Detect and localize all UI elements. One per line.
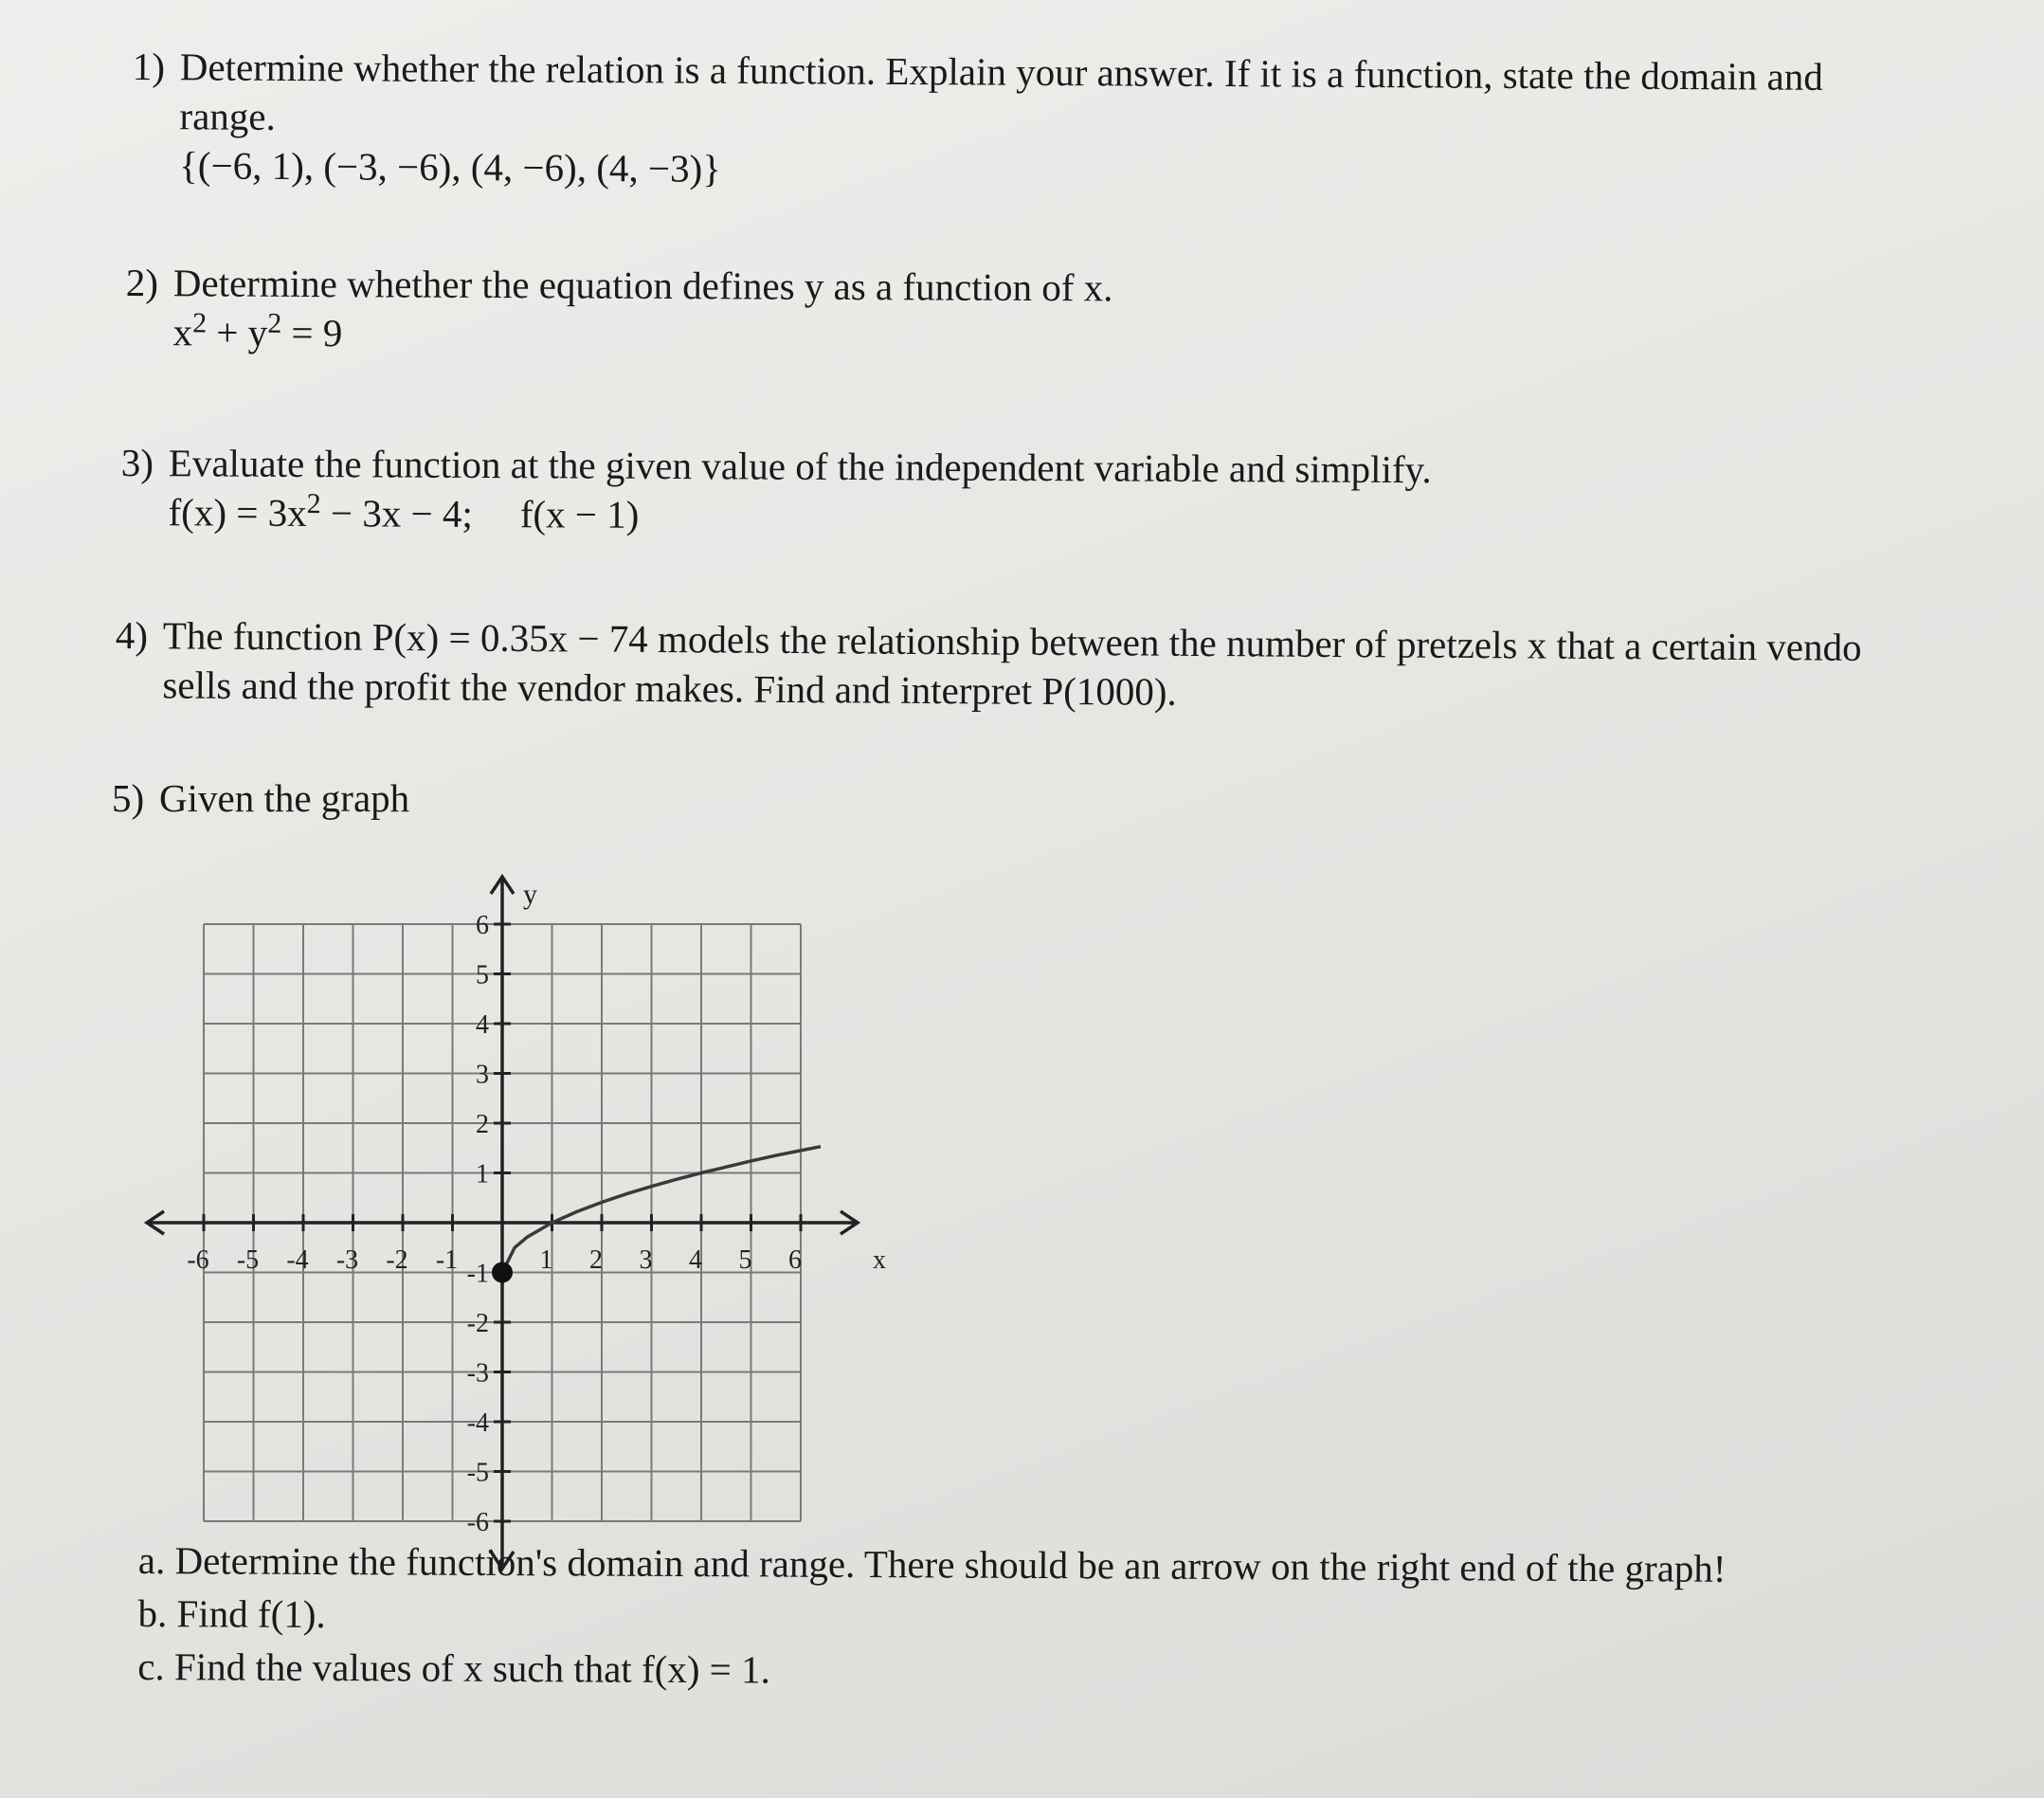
x-tick-label: 5 bbox=[738, 1245, 752, 1275]
question-3-equation bbox=[120, 487, 1431, 543]
eq-term: f(x) = 3x bbox=[168, 490, 307, 536]
question-1-text-cont: range. bbox=[179, 94, 276, 138]
question-5-part-c: c. Find the values of x such that f(x) = 1. bbox=[137, 1644, 770, 1692]
question-3-number: 3) bbox=[120, 440, 154, 485]
question-5-part-b: b. Find f(1). bbox=[137, 1590, 326, 1637]
closed-endpoint bbox=[492, 1262, 513, 1283]
x-tick-label: 6 bbox=[788, 1245, 802, 1275]
y-axis-label: y bbox=[523, 879, 537, 910]
tick-labels bbox=[187, 879, 886, 1537]
question-1-text: Determine whether the relation is a function. Explain your answer. If it is a function, state the domain and bbox=[179, 45, 1823, 99]
x-tick-label: 1 bbox=[539, 1245, 553, 1275]
question-1-number: 1) bbox=[132, 44, 166, 89]
question-3-text: Evaluate the function at the given value of the independent variable and simplify. bbox=[168, 441, 1432, 492]
question-5-parts bbox=[137, 1534, 1727, 1701]
y-tick-label: 3 bbox=[476, 1060, 489, 1090]
eq-exponent: 2 bbox=[192, 307, 208, 339]
x-axis-label: x bbox=[873, 1245, 886, 1275]
x-tick-label: 4 bbox=[689, 1245, 702, 1275]
x-tick-label: 2 bbox=[589, 1245, 603, 1275]
question-2-text: Determine whether the equation defines y as a function of x. bbox=[172, 261, 1113, 310]
eq-term: x bbox=[172, 310, 193, 354]
question-3 bbox=[120, 438, 1431, 543]
x-tick-label: -5 bbox=[236, 1245, 260, 1275]
y-tick-label: -2 bbox=[466, 1309, 489, 1338]
y-tick-label: 6 bbox=[476, 911, 489, 940]
y-tick-label: -5 bbox=[466, 1458, 489, 1488]
x-tick-label: -4 bbox=[286, 1245, 309, 1275]
x-tick-label: -6 bbox=[187, 1245, 209, 1275]
question-1-relation-set: {(−6, 1), (−3, −6), (4, −6), (4, −3)} bbox=[179, 143, 722, 191]
question-4-text: The function P(x) = 0.35x − 74 models the relationship between the number of pretzels x that a certain vendo bbox=[162, 613, 1862, 669]
question-2-number: 2) bbox=[125, 260, 159, 305]
y-tick-label: -4 bbox=[466, 1408, 489, 1438]
y-tick-label: -1 bbox=[466, 1259, 489, 1289]
x-tick-label: -2 bbox=[386, 1245, 408, 1275]
question-4 bbox=[115, 610, 1861, 721]
eq-term: + y bbox=[206, 310, 268, 354]
eq-term: = 9 bbox=[281, 310, 343, 355]
y-tick-label: 4 bbox=[476, 1010, 489, 1040]
question-4-number: 4) bbox=[115, 612, 149, 658]
question-5-number: 5) bbox=[112, 776, 145, 820]
eq-evaluate-at: f(x − 1) bbox=[519, 492, 640, 536]
y-tick-label: 1 bbox=[476, 1159, 489, 1190]
eq-exponent: 2 bbox=[267, 307, 282, 339]
question-4-text-cont: sells and the profit the vendor makes. Find and interpret P(1000). bbox=[162, 663, 1177, 714]
question-2 bbox=[125, 258, 1112, 361]
question-5 bbox=[112, 773, 409, 823]
function-graph bbox=[133, 825, 886, 1537]
question-5-text: Given the graph bbox=[159, 776, 410, 820]
eq-term: − 3x − 4; bbox=[320, 491, 473, 536]
y-tick-label: 2 bbox=[476, 1110, 489, 1139]
y-tick-label: -6 bbox=[466, 1508, 489, 1537]
question-2-equation bbox=[125, 307, 1112, 361]
x-tick-label: -3 bbox=[335, 1245, 359, 1275]
y-tick-label: -3 bbox=[466, 1358, 489, 1389]
question-5-part-a: a. Determine the function's domain and range. There should be an arrow on the right end of the graph! bbox=[137, 1537, 1727, 1590]
x-tick-label: 3 bbox=[639, 1245, 653, 1275]
x-tick-label: -1 bbox=[435, 1245, 459, 1275]
eq-exponent: 2 bbox=[306, 488, 321, 520]
y-tick-label: 5 bbox=[476, 960, 489, 990]
question-1 bbox=[132, 42, 1823, 200]
